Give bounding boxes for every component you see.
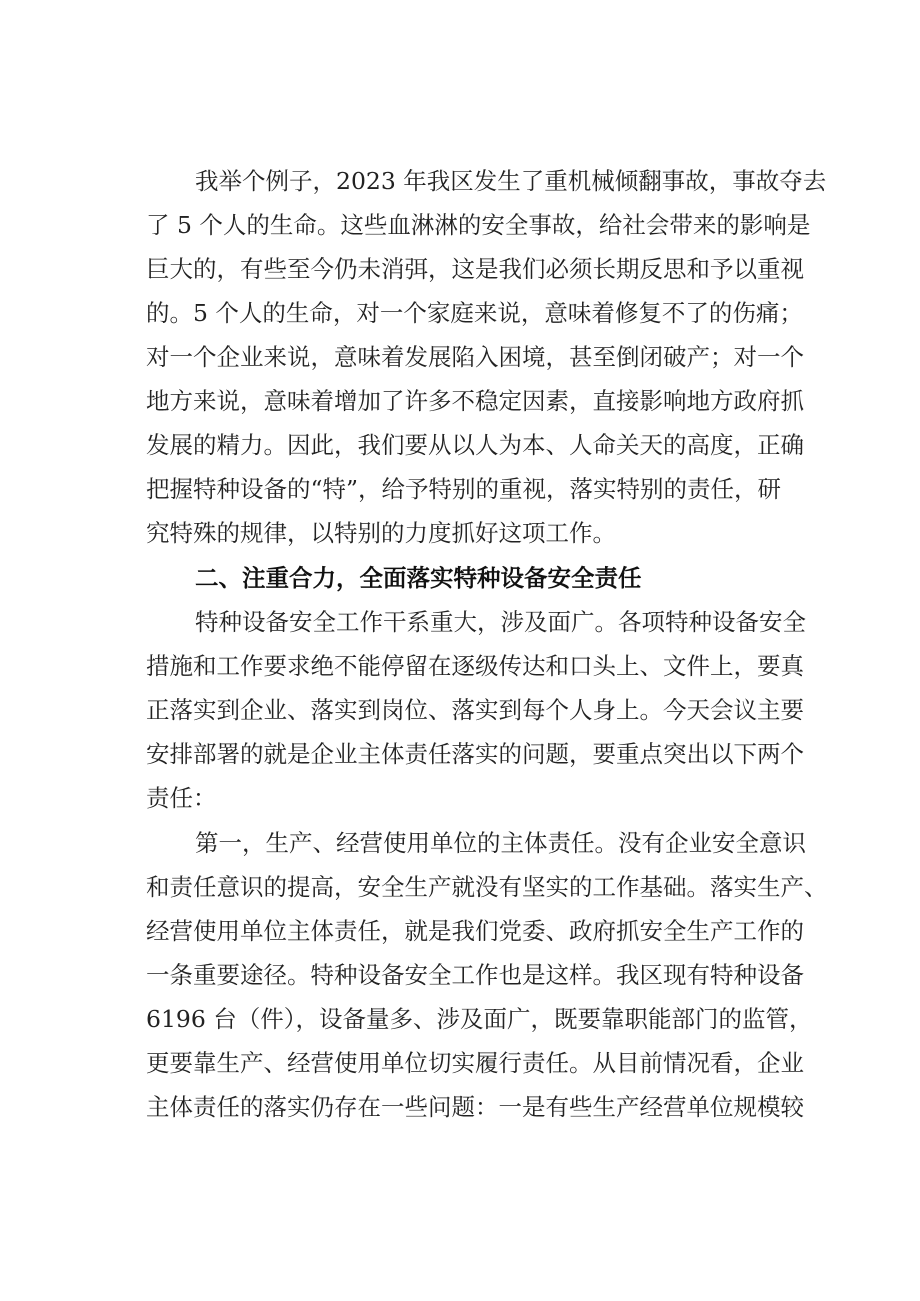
paragraph-line: 经营使用单位主体责任，就是我们党委、政府抓安全生产工作的 — [146, 917, 804, 945]
paragraph-line: 对一个企业来说，意味着发展陷入困境，甚至倒闭破产；对一个 — [146, 343, 804, 371]
paragraph-line: 地方来说，意味着增加了许多不稳定因素，直接影响地方政府抓 — [146, 387, 804, 415]
paragraph-line: 安排部署的就是企业主体责任落实的问题，要重点突出以下两个 — [146, 740, 804, 768]
section-heading: 二、注重合力，全面落实特种设备安全责任 — [195, 564, 642, 592]
paragraph-line: 的。5 个人的生命，对一个家庭来说，意味着修复不了的伤痛； — [146, 299, 803, 327]
paragraph-line: 究特殊的规律，以特别的力度抓好这项工作。 — [146, 519, 616, 547]
paragraph-line: 我举个例子，2023 年我区发生了重机械倾翻事故，事故夺去 — [195, 167, 827, 195]
paragraph-line: 责任： — [146, 784, 217, 812]
paragraph-line: 更要靠生产、经营使用单位切实履行责任。从目前情况看，企业 — [146, 1049, 804, 1077]
paragraph-line: 正落实到企业、落实到岗位、落实到每个人身上。今天会议主要 — [146, 696, 804, 724]
paragraph-line: 发展的精力。因此，我们要从以人为本、人命关天的高度，正确 — [146, 431, 804, 459]
paragraph-line: 主体责任的落实仍存在一些问题：一是有些生产经营单位规模较 — [146, 1093, 804, 1121]
paragraph-line: 巨大的，有些至今仍未消弭，这是我们必须长期反思和予以重视 — [146, 255, 804, 283]
paragraph-line: 6196 台（件），设备量多、涉及面广，既要靠职能部门的监管， — [146, 1005, 813, 1033]
paragraph-line: 措施和工作要求绝不能停留在逐级传达和口头上、文件上，要真 — [146, 652, 804, 680]
paragraph-line: 第一，生产、经营使用单位的主体责任。没有企业安全意识 — [195, 829, 806, 857]
paragraph-line: 一条重要途径。特种设备安全工作也是这样。我区现有特种设备 — [146, 961, 804, 989]
paragraph-line: 了 5 个人的生命。这些血淋淋的安全事故，给社会带来的影响是 — [146, 211, 811, 239]
paragraph-line: 把握特种设备的“特”，给予特别的重视，落实特别的责任，研 — [146, 475, 782, 503]
paragraph-line: 和责任意识的提高，安全生产就没有坚实的工作基础。落实生产、 — [146, 873, 828, 901]
paragraph-line: 特种设备安全工作干系重大，涉及面广。各项特种设备安全 — [195, 608, 806, 636]
